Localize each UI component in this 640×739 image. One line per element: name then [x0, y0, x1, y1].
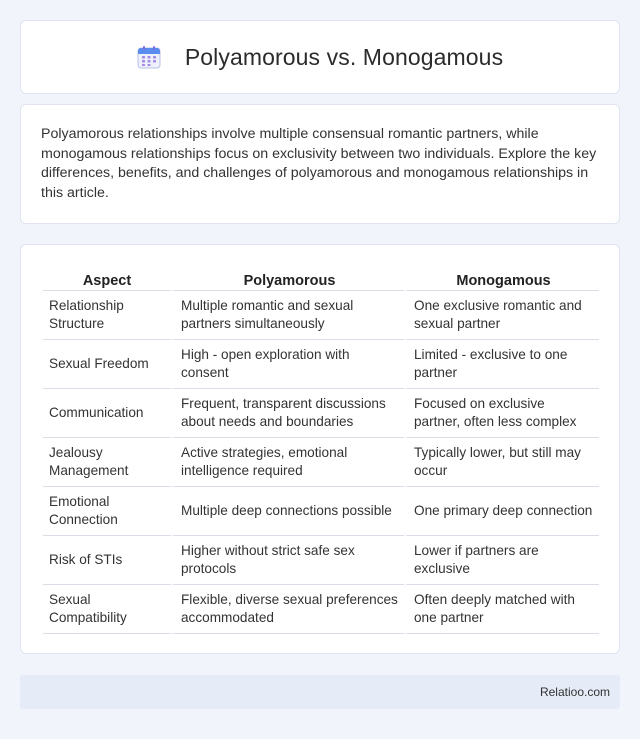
aspect-cell: Emotional Connection	[43, 487, 171, 536]
table-row	[43, 340, 599, 389]
page-title: Polyamorous vs. Monogamous	[184, 43, 504, 70]
monogamous-cell: One primary deep connection	[404, 487, 599, 536]
column-header-polyamorous: Polyamorous	[171, 267, 404, 291]
aspect-cell: Risk of STIs	[43, 536, 171, 585]
footer-brand: Relatioo.com	[539, 685, 610, 699]
polyamorous-cell: Higher without strict safe sex protocols	[171, 536, 404, 585]
aspect-cell: Sexual Freedom	[43, 340, 171, 389]
monogamous-cell: Limited - exclusive to one partner	[404, 340, 599, 389]
calendar-icon	[137, 45, 161, 69]
table-header-row	[43, 267, 599, 291]
monogamous-cell: Lower if partners are exclusive	[404, 536, 599, 585]
table-row	[43, 389, 599, 438]
monogamous-cell: Focused on exclusive partner, often less complex	[404, 389, 599, 438]
table-row	[43, 438, 599, 487]
polyamorous-cell: Frequent, transparent discussions about needs and boundaries	[171, 389, 404, 438]
aspect-cell: Jealousy Management	[43, 438, 171, 487]
polyamorous-cell: Active strategies, emotional intelligence required	[171, 438, 404, 487]
table-row	[43, 291, 599, 340]
comparison-table	[43, 267, 599, 634]
column-header-aspect: Aspect	[43, 267, 171, 291]
table-row	[43, 487, 599, 536]
aspect-cell: Sexual Compatibility	[43, 585, 171, 634]
column-header-monogamous: Monogamous	[404, 267, 599, 291]
monogamous-cell: Often deeply matched with one partner	[404, 585, 599, 634]
aspect-cell: Relationship Structure	[43, 291, 171, 340]
polyamorous-cell: Multiple deep connections possible	[171, 487, 404, 536]
aspect-cell: Communication	[43, 389, 171, 438]
polyamorous-cell: High - open exploration with consent	[171, 340, 404, 389]
table-row	[43, 585, 599, 634]
polyamorous-cell: Flexible, diverse sexual preferences accommodated	[171, 585, 404, 634]
footer	[20, 675, 620, 709]
intro-card	[20, 104, 620, 224]
title-card	[20, 20, 620, 94]
monogamous-cell: One exclusive romantic and sexual partner	[404, 291, 599, 340]
table-row	[43, 536, 599, 585]
intro-text: Polyamorous relationships involve multiple consensual romantic partners, while monogamous relationships focus on exclusivity between two individuals. Explore the key differences, benefits, and challenges of polyamorous and monogamous relationships in this article.	[41, 126, 597, 201]
comparison-table-card	[20, 244, 620, 654]
polyamorous-cell: Multiple romantic and sexual partners simultaneously	[171, 291, 404, 340]
monogamous-cell: Typically lower, but still may occur	[404, 438, 599, 487]
